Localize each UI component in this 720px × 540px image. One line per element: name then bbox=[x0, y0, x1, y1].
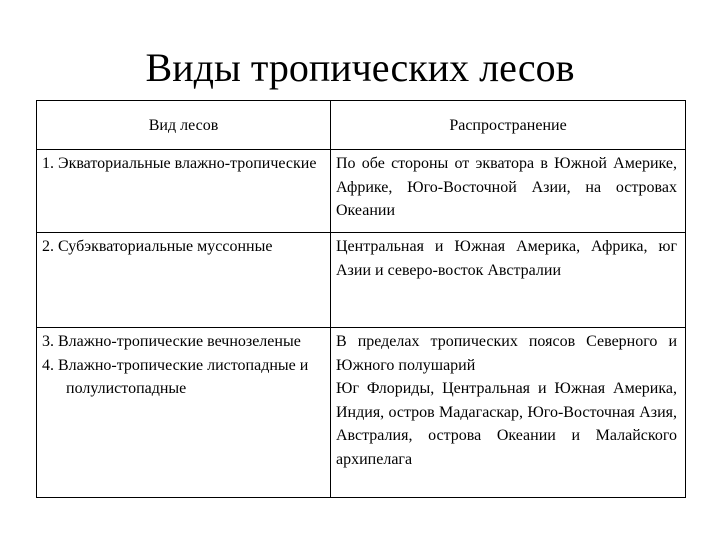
table-row bbox=[37, 150, 686, 233]
forest-type-1: 1. Экваториальные влажно-тропические bbox=[42, 155, 317, 172]
header-distribution: Распространение bbox=[331, 101, 686, 150]
distribution-1: По обе стороны от экватора в Южной Америке, Африке, Юго-Восточной Азии, на островах Океании bbox=[336, 155, 677, 219]
forest-type-3: 3. Влажно-тропические вечнозеленые bbox=[42, 333, 301, 350]
distribution-3: В пределах тропических поясов Северного и Южного полушарий bbox=[336, 333, 677, 374]
table-row bbox=[37, 233, 686, 328]
distribution-4: Юг Флориды, Центральная и Южная Америка, Индия, остров Мадагаскар, Юго-Восточная Азия, Австралия, острова Океании и Малайского архипелага bbox=[336, 380, 677, 468]
distribution-2: Центральная и Южная Америка, Африка, юг Азии и северо-восток Австралии bbox=[336, 238, 677, 279]
forest-type-4: 4. Влажно-тропические листопадные и полулистопадные bbox=[42, 356, 309, 397]
forest-type-cell bbox=[37, 150, 331, 233]
slide-title: Виды тропических лесов bbox=[145, 45, 575, 90]
header-forest-type: Вид лесов bbox=[37, 101, 331, 150]
distribution-cell bbox=[331, 150, 686, 233]
forest-type-cell bbox=[37, 233, 331, 328]
forest-type-2: 2. Субэкваториальные муссонные bbox=[42, 238, 273, 255]
distribution-cell bbox=[331, 233, 686, 328]
distribution-cell bbox=[331, 328, 686, 498]
table-header-row bbox=[37, 101, 686, 150]
table-row bbox=[37, 328, 686, 498]
forest-type-cell bbox=[37, 328, 331, 498]
forest-types-table bbox=[36, 100, 686, 498]
